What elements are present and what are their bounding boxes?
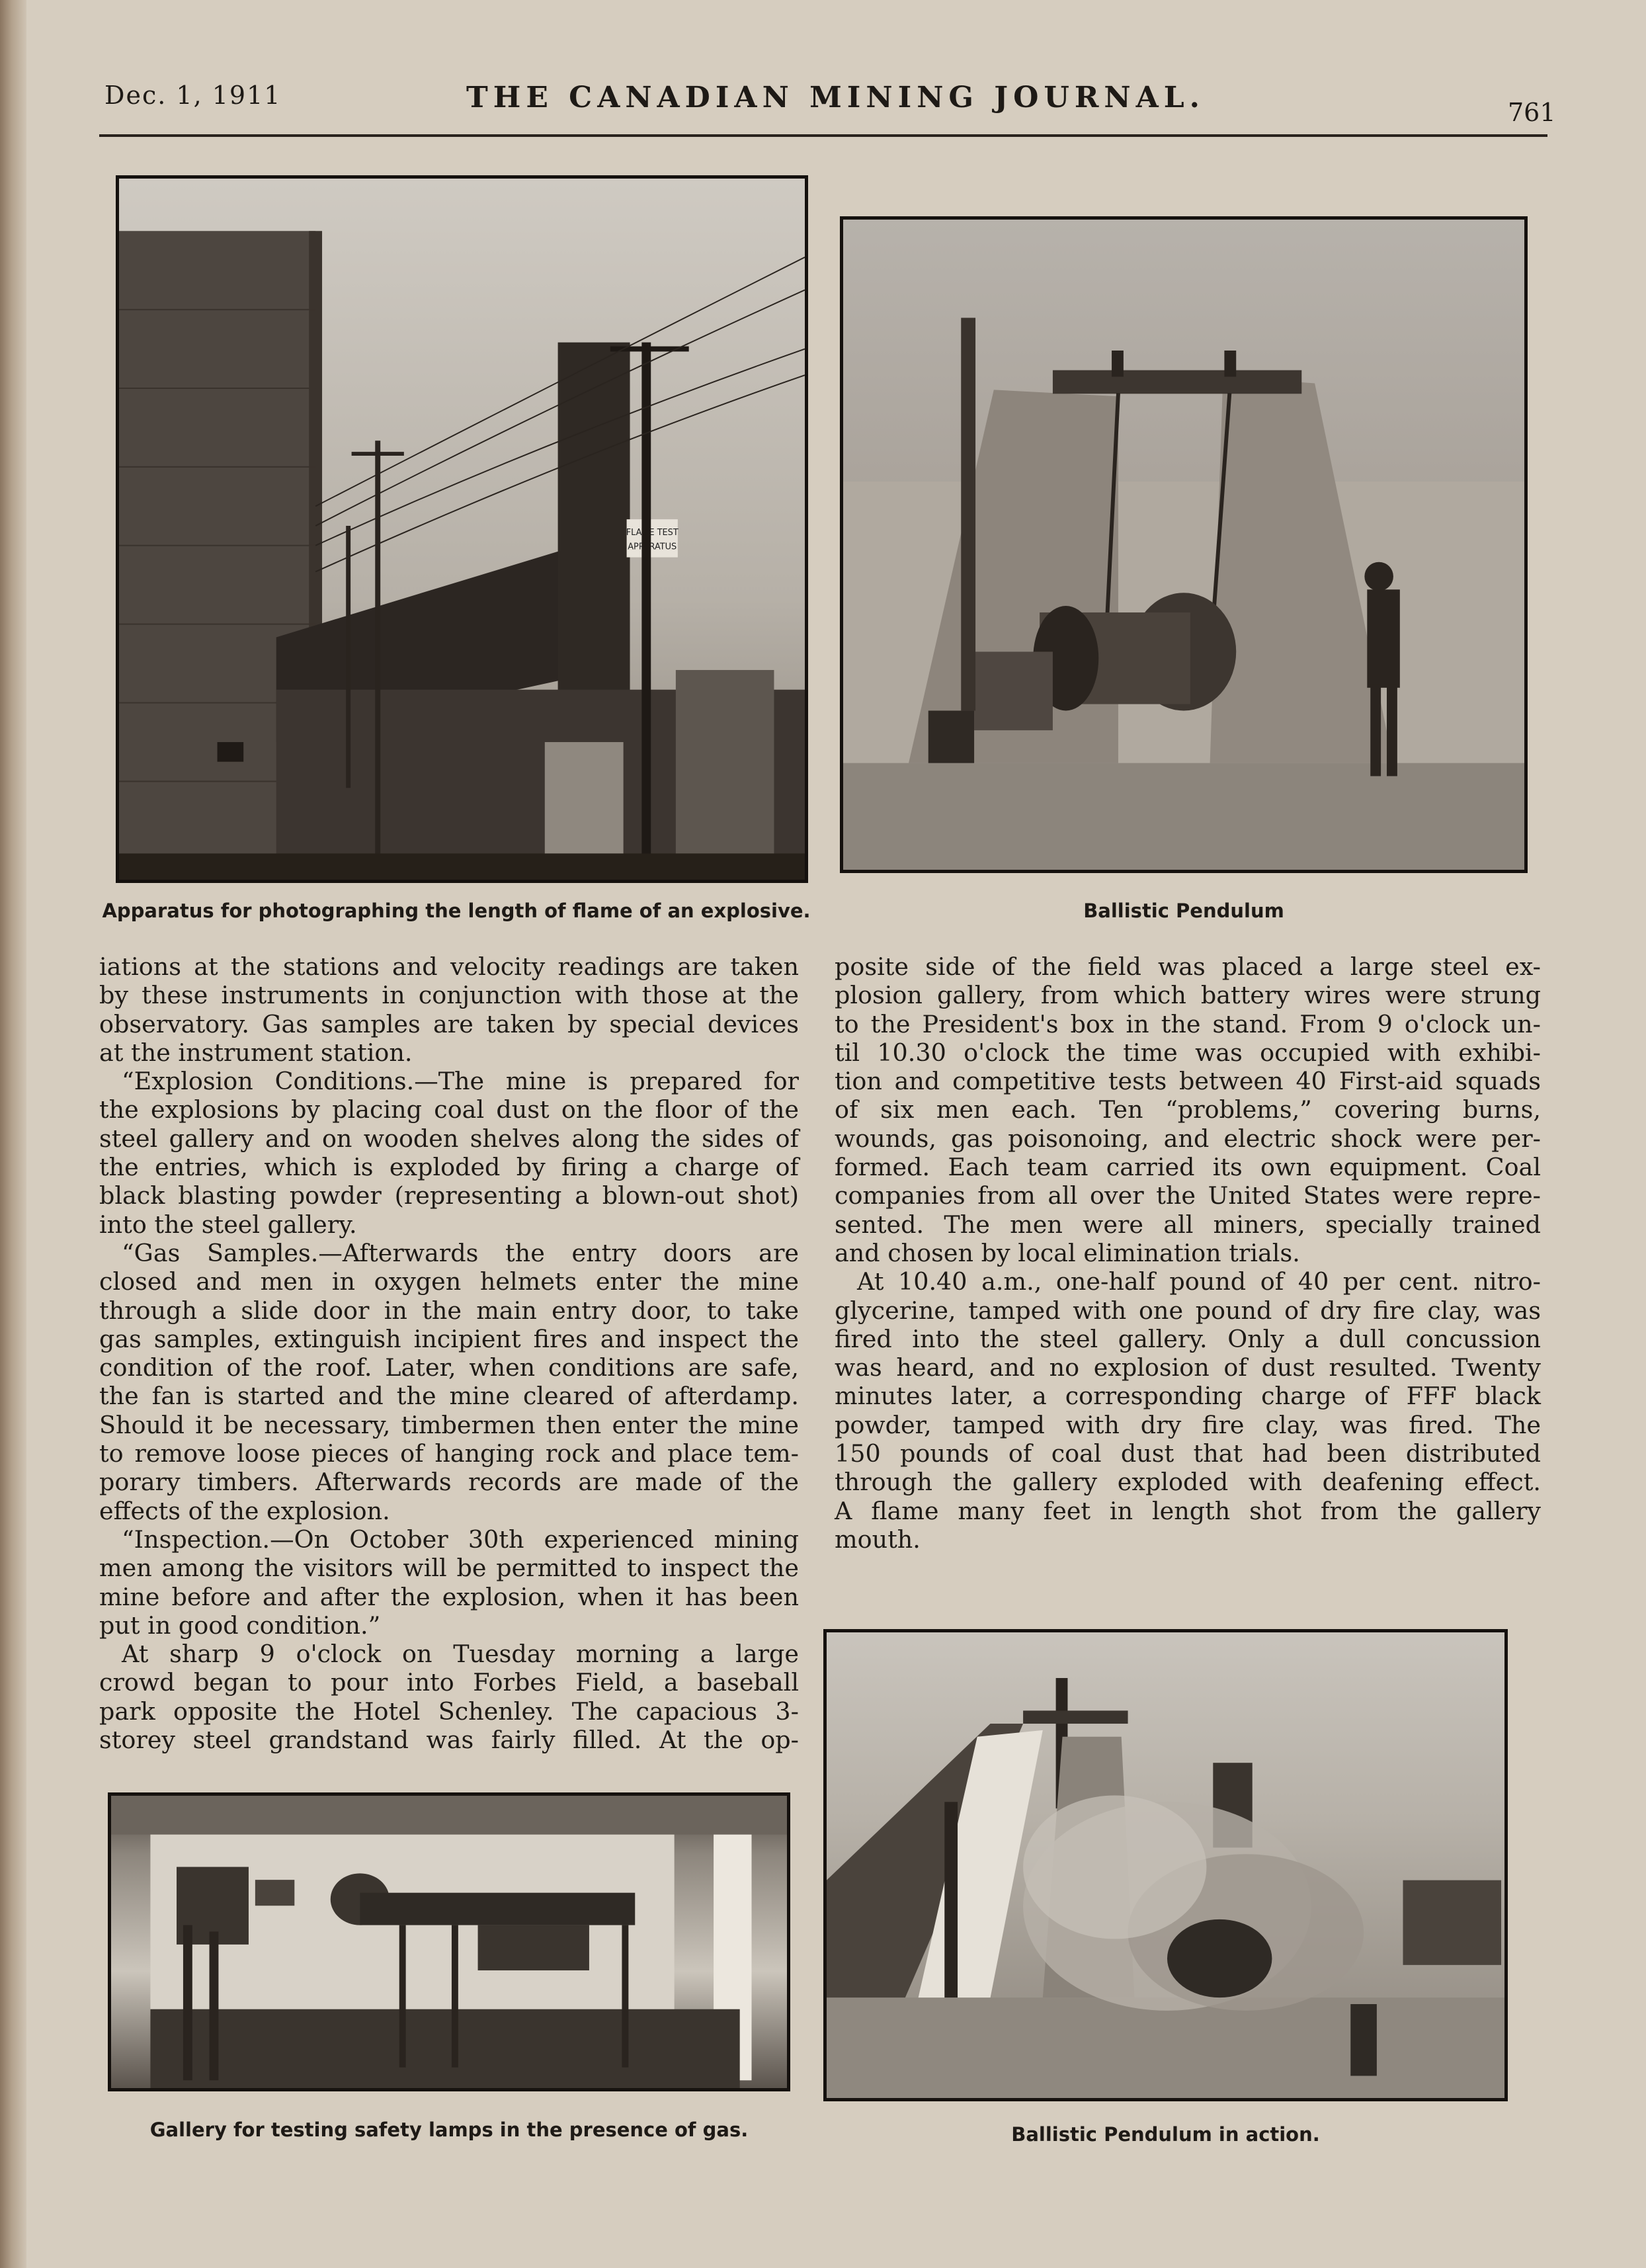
- text-line: minutes later, a corresponding charge of FFF black: [835, 1382, 1541, 1411]
- safety-lamp-gallery-photo: [108, 1792, 790, 2091]
- text-line: to the President's box in the stand. From 9 o'clock un-: [835, 1009, 1541, 1038]
- text-line: put in good condition.”: [99, 1611, 381, 1640]
- left-text-column: [99, 952, 799, 1754]
- flame-apparatus-photo: [116, 175, 808, 883]
- text-line: formed. Each team carried its own equipment. Coal: [835, 1153, 1541, 1182]
- text-line: through a slide door in the main entry door, to take: [99, 1296, 799, 1325]
- journal-title: THE CANADIAN MINING JOURNAL.: [466, 81, 1205, 114]
- text-line: gas samples, extinguish incipient fires and inspect the: [99, 1324, 799, 1353]
- right-text-column: [835, 952, 1541, 1554]
- flame-apparatus-caption: Apparatus for photographing the length of flame of an explosive.: [102, 900, 811, 922]
- text-line: the fan is started and the mine cleared of afterdamp.: [99, 1382, 799, 1411]
- text-line: “Inspection.—On October 30th experienced mining: [122, 1525, 799, 1554]
- text-line: and chosen by local elimination trials.: [835, 1238, 1300, 1267]
- text-line: was heard, and no explosion of dust resulted. Twenty: [835, 1353, 1541, 1382]
- text-line: black blasting powder (representing a blown-out shot): [99, 1181, 799, 1210]
- text-line: into the steel gallery.: [99, 1210, 357, 1239]
- text-line: Should it be necessary, timbermen then enter the mine: [99, 1410, 799, 1439]
- flame-sign-line2: APPARATUS: [628, 542, 677, 552]
- text-line: condition of the roof. Later, when conditions are safe,: [99, 1353, 799, 1382]
- flame-sign-line1: FLAME TEST: [626, 527, 679, 538]
- text-line: posite side of the field was placed a large steel ex-: [835, 952, 1541, 981]
- text-line: steel gallery and on wooden shelves along the sides of: [99, 1124, 799, 1153]
- ballistic-pendulum-photo: [840, 216, 1528, 873]
- text-line: the entries, which is exploded by firing a charge of: [99, 1153, 799, 1182]
- text-line: glycerine, tamped with one pound of dry fire clay, was: [835, 1296, 1541, 1325]
- ballistic-pendulum-caption: Ballistic Pendulum: [1083, 900, 1284, 922]
- text-line: by these instruments in conjunction with those at the: [99, 981, 799, 1010]
- text-line: powder, tamped with dry fire clay, was fired. The: [835, 1410, 1541, 1439]
- ballistic-pendulum-action-caption: Ballistic Pendulum in action.: [1011, 2123, 1320, 2146]
- text-line: observatory. Gas samples are taken by special devices: [99, 1009, 799, 1038]
- text-line: park opposite the Hotel Schenley. The capacious 3-: [99, 1697, 799, 1726]
- text-line: the explosions by placing coal dust on the floor of the: [99, 1095, 799, 1124]
- header-rule: [99, 134, 1547, 137]
- text-line: iations at the stations and velocity readings are taken: [99, 952, 799, 981]
- text-line: plosion gallery, from which battery wires were strung: [835, 981, 1541, 1010]
- text-line: sented. The men were all miners, specially trained: [835, 1210, 1541, 1239]
- text-line: At sharp 9 o'clock on Tuesday morning a large: [122, 1640, 799, 1669]
- safety-lamp-gallery-caption: Gallery for testing safety lamps in the presence of gas.: [149, 2119, 749, 2141]
- text-line: of six men each. Ten “problems,” covering burns,: [835, 1095, 1541, 1124]
- text-line: til 10.30 o'clock the time was occupied with exhibi-: [835, 1038, 1541, 1067]
- text-line: through the gallery exploded with deafening effect.: [835, 1468, 1541, 1497]
- page-binding-edge: [0, 0, 26, 2268]
- text-line: companies from all over the United States were repre-: [835, 1181, 1541, 1210]
- running-header: [99, 74, 1556, 140]
- text-line: wounds, gas poisonoing, and electric shock were per-: [835, 1124, 1541, 1153]
- text-line: 150 pounds of coal dust that had been distributed: [835, 1439, 1541, 1468]
- text-line: to remove loose pieces of hanging rock and place tem-: [99, 1439, 799, 1468]
- text-line: at the instrument station.: [99, 1038, 413, 1067]
- header-date: Dec. 1, 1911: [104, 81, 282, 110]
- text-line: crowd began to pour into Forbes Field, a baseball: [99, 1668, 799, 1697]
- text-line: A flame many feet in length shot from the gallery: [835, 1496, 1541, 1525]
- text-line: effects of the explosion.: [99, 1496, 390, 1525]
- text-line: storey steel grandstand was fairly filled. At the op-: [99, 1726, 799, 1755]
- text-line: “Gas Samples.—Afterwards the entry doors are: [122, 1238, 799, 1267]
- text-line: porary timbers. Afterwards records are made of the: [99, 1468, 799, 1497]
- text-line: At 10.40 a.m., one-half pound of 40 per cent. nitro-: [857, 1267, 1541, 1296]
- text-line: mine before and after the explosion, when it has been: [99, 1582, 799, 1611]
- ballistic-pendulum-action-photo: [823, 1629, 1508, 2101]
- text-line: closed and men in oxygen helmets enter the mine: [99, 1267, 799, 1296]
- text-line: men among the visitors will be permitted to inspect the: [99, 1554, 799, 1583]
- text-line: tion and competitive tests between 40 First-aid squads: [835, 1067, 1541, 1096]
- text-line: fired into the steel gallery. Only a dull concussion: [835, 1324, 1541, 1353]
- text-line: mouth.: [835, 1525, 921, 1554]
- text-line: “Explosion Conditions.—The mine is prepared for: [122, 1067, 799, 1096]
- page-number: 761: [1508, 98, 1556, 127]
